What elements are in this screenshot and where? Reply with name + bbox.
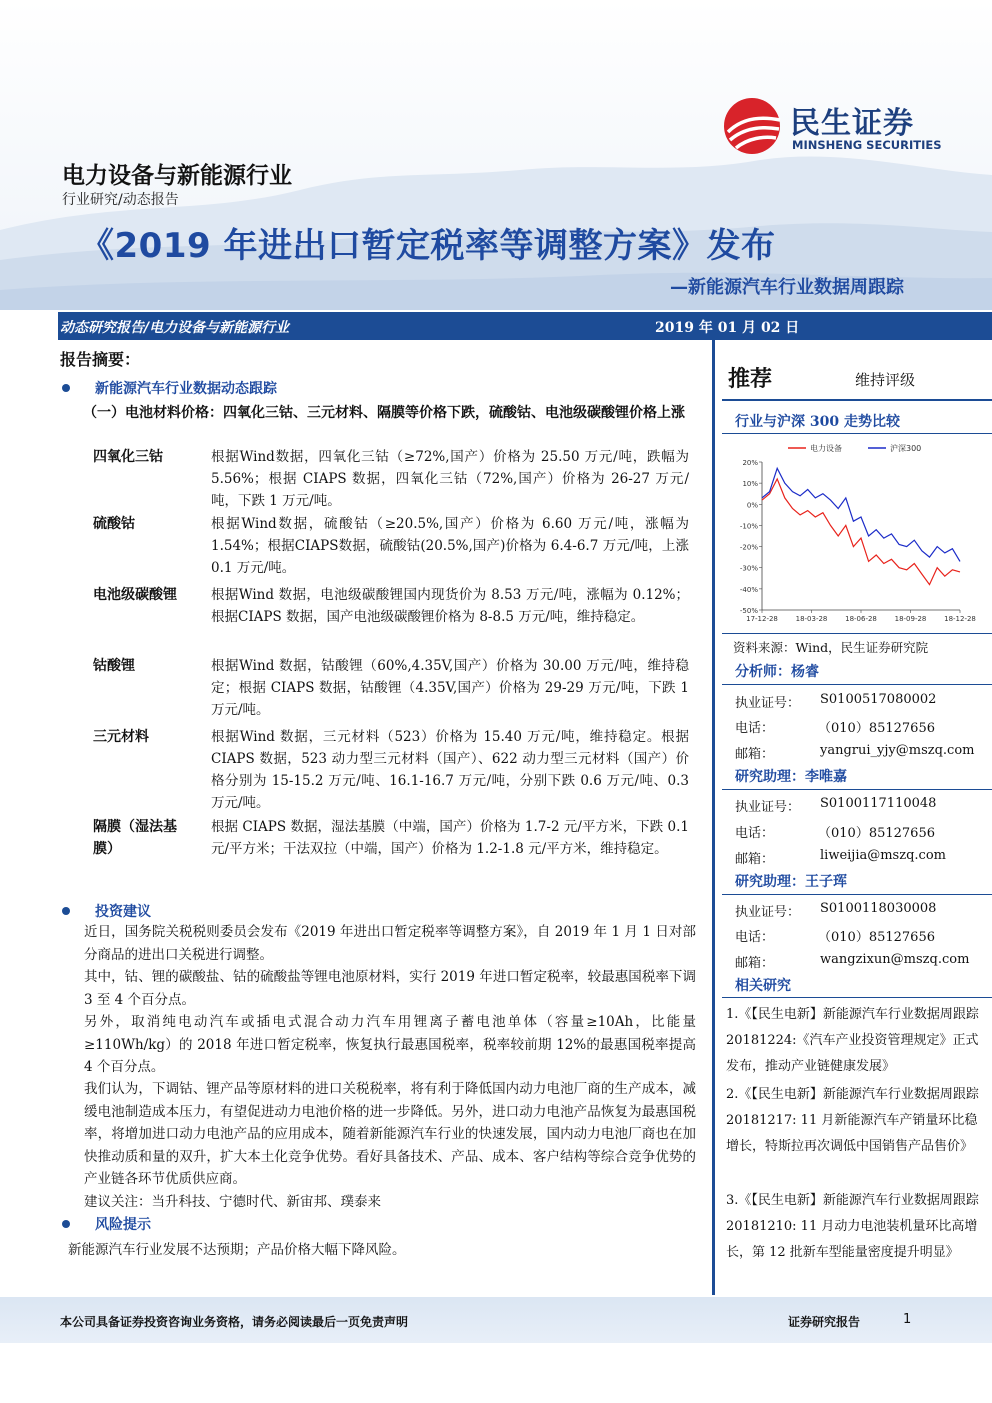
x-tick-label: 18-12-28 [944, 615, 976, 623]
analyst-heading: 分析师：杨睿 [735, 664, 819, 680]
divider [722, 399, 992, 401]
item-text: 根据Wind 数据，电池级碳酸锂国内现货价为 8.53 万元/吨，涨幅为 0.12%；根据CIAPS 数据，国产电池级碳酸锂价格为 8-8.5 万元/吨，维持稳定。 [211, 587, 689, 625]
license-label: 执业证号： [735, 800, 801, 815]
paragraph: 我们认为，下调钴、锂产品等原材料的进口关税税率，将有利于降低国内动力电池厂商的生产成本，减缓电池制造成本压力，有望促进动力电池价格的进一步降低。另外，进口动力电池产品恢复为最惠国税率，将增加进口动力电池产品的应用成本，随着新能源汽车行业的快速发展，国内动力电池厂商也在加快推动质和量的双升，扩大本土化竞争优势。看好具备技术、产品、成本、客户结构等综合竞争优势的产业链各环节优质供应商。 [84, 1081, 696, 1187]
paragraph: 近日，国务院关税税则委员会发布《2019 年进出口暂定税率等调整方案》，自 2019 年 1 月 1 日对部分商品的进出口关税进行调整。 [84, 924, 696, 963]
summary-heading: 报告摘要： [60, 350, 141, 369]
column-divider [712, 340, 715, 1295]
rating-label: 维持评级 [855, 371, 916, 389]
divider [722, 433, 992, 434]
industry-name: 电力设备与新能源行业 [62, 163, 292, 189]
divider [722, 633, 992, 634]
x-tick-label: 18-09-28 [894, 615, 927, 623]
x-tick-label: 18-03-28 [795, 615, 828, 623]
footer-label: 证券研究报告 [788, 1315, 861, 1329]
report-subtitle: —新能源汽车行业数据周跟踪 [670, 277, 904, 298]
report-type: 行业研究/动态报告 [62, 192, 179, 208]
legend-label: 电力设备 [810, 444, 842, 453]
email-address[interactable]: liweijia@mszq.com [820, 848, 946, 863]
item-label: 钴酸锂 [93, 658, 135, 674]
x-tick-label: 17-12-28 [746, 615, 778, 623]
license-label: 执业证号： [735, 696, 801, 711]
report-title: 《2019 年进出口暂定税率等调整方案》发布 [80, 226, 776, 266]
item-text: 根据Wind数据，四氧化三钴（≥72%,国产）价格为 25.50 万元/吨，跌幅为 5.56%；根据 CIAPS 数据，四氧化三钴（72%,国产）价格为 26-27 万元/吨，下跌 1 万元/吨。 [211, 449, 689, 509]
bullet-icon [62, 384, 70, 392]
paragraph: 其中，钴、锂的碳酸盐、钴的硫酸盐等锂电池原材料，实行 2019 年进口暂定税率，较最惠国税率下调 3 至 4 个百分点。 [84, 969, 696, 1008]
y-tick-label: -30% [739, 564, 758, 573]
related-report-link[interactable]: 2.《【民生电新】新能源汽车行业数据周跟踪 20181217: 11 月新能源汽车产销量环比稳增长，特斯拉再次调低中国销售产品售价》 [726, 1087, 979, 1154]
chart-title: 行业与沪深 300 走势比较 [735, 414, 900, 430]
item-label: 三元材料 [93, 729, 149, 745]
phone-label: 电话： [735, 721, 775, 736]
bullet-icon [62, 907, 70, 915]
item-label: 隔膜（湿法基膜） [93, 819, 177, 857]
series-line-hs300 [762, 468, 960, 561]
band-left-gap [0, 312, 58, 340]
item-label: 四氧化三钴 [93, 449, 163, 465]
license-number: S0100517080002 [820, 692, 937, 707]
divider [722, 894, 992, 895]
item-text: 根据Wind 数据，钴酸锂（60%,4.35V,国产）价格为 30.00 万元/吨，维持稳定；根据 CIAPS 数据，钴酸锂（4.35V,国产）价格为 29-29 万元/吨，下跌 1 万元/吨。 [211, 658, 689, 718]
assistant-heading: 研究助理：李唯嘉 [735, 769, 847, 785]
y-tick-label: 0% [746, 501, 758, 510]
footer-disclaimer: 本公司具备证券投资咨询业务资格，请务必阅读最后一页免责声明 [60, 1315, 409, 1329]
related-report-link[interactable]: 3.《【民生电新】新能源汽车行业数据周跟踪 20181210: 11 月动力电池装机量环比高增长，第 12 批新车型能量密度提升明显》 [726, 1193, 979, 1260]
minsheng-logo-icon [722, 96, 784, 156]
related-report-link[interactable]: 1.《【民生电新】新能源汽车行业数据周跟踪 20181224:《汽车产业投资管理规定》正式发布，推动产业链健康发展》 [726, 1007, 979, 1074]
x-tick-label: 18-06-28 [845, 615, 877, 623]
y-tick-label: -10% [739, 522, 758, 531]
report-date: 2019 年 01 月 02 日 [655, 320, 800, 336]
item-text: 根据Wind数据，硫酸钴（≥20.5%,国产）价格为 6.60 万元/吨，涨幅为 1.54%；根据CIAPS数据，硫酸钴(20.5%,国产)价格为 6.4-6.7 万元/吨，上涨 0.1 万元/吨。 [211, 516, 689, 576]
item-text: 根据Wind 数据，三元材料（523）价格为 15.40 万元/吨，维持稳定。根据 CIAPS 数据，523 动力型三元材料（国产）、622 动力型三元材料（国产）价格分别为 15-15.2 万元/吨、16.1-16.7 万元/吨，分别下跌 0.6 万元/吨、0.3 万元/吨。 [211, 729, 689, 811]
phone-label: 电话： [735, 826, 775, 841]
license-label: 执业证号： [735, 905, 801, 920]
item-label: 电池级碳酸锂 [93, 587, 177, 603]
logo-name-cn: 民生证券 [790, 106, 914, 141]
bullet-icon [62, 1220, 70, 1228]
related-heading: 相关研究 [735, 978, 791, 994]
email-address[interactable]: yangrui_yjy@mszq.com [820, 743, 975, 758]
divider [722, 997, 992, 998]
band-category: 动态研究报告/电力设备与新能源行业 [60, 320, 290, 336]
phone-label: 电话： [735, 930, 775, 945]
section-subtitle-prices: （一）电池材料价格：四氧化三钴、三元材料、隔膜等价格下跌，硫酸钴、电池级碳酸锂价格上涨 [83, 405, 685, 421]
y-tick-label: 20% [742, 459, 758, 467]
assistant-heading: 研究助理：王子珲 [735, 874, 847, 890]
series-line-industry [762, 479, 960, 585]
item-text: 根据 CIAPS 数据，湿法基膜（中端，国产）价格为 1.7-2 元/平方米，下跌 0.1 元/平方米；干法双拉（中端，国产）价格为 1.2-1.8 元/平方米，维持稳定。 [211, 819, 689, 857]
license-number: S0100118030008 [820, 901, 937, 916]
email-label: 邮箱： [735, 956, 775, 971]
email-label: 邮箱： [735, 747, 775, 762]
email-address[interactable]: wangzixun@mszq.com [820, 952, 970, 967]
section-title-tracking: 新能源汽车行业数据动态跟踪 [95, 381, 277, 397]
section-title-risk: 风险提示 [95, 1217, 151, 1233]
paragraph: 另外，取消纯电动汽车或插电式混合动力汽车用锂离子蓄电池单体（容量≥10Ah，比能量≥110Wh/kg）的 2018 年进口暂定税率，恢复执行最惠国税率，税率较前期 12%的最惠国税率提高 4 个百分点。 [84, 1014, 696, 1075]
y-tick-label: 10% [742, 480, 758, 489]
phone-number: （010）85127656 [818, 721, 935, 736]
logo-name-en: MINSHENG SECURITIES [792, 138, 942, 152]
risk-text: 新能源汽车行业发展不达预期；产品价格大幅下降风险。 [68, 1242, 406, 1258]
phone-number: （010）85127656 [818, 930, 935, 945]
phone-number: （010）85127656 [818, 826, 935, 841]
paragraph: 建议关注：当升科技、宁德时代、新宙邦、璞泰来 [84, 1194, 381, 1210]
y-tick-label: -20% [739, 543, 758, 552]
y-tick-label: -50% [739, 607, 758, 615]
email-label: 邮箱： [735, 852, 775, 867]
divider [722, 789, 992, 790]
trend-chart [728, 440, 986, 628]
info-band [0, 312, 992, 340]
company-logo [722, 96, 962, 156]
license-number: S0100117110048 [820, 796, 937, 811]
y-tick-label: -40% [739, 585, 758, 594]
item-label: 硫酸钴 [93, 516, 135, 532]
recommend-label: 推荐 [728, 367, 773, 392]
section-title-investment: 投资建议 [95, 904, 151, 920]
legend-label: 沪深300 [890, 444, 922, 453]
page-number: 1 [903, 1312, 912, 1327]
chart-source: 资料来源：Wind，民生证券研究院 [733, 640, 929, 655]
divider [722, 684, 992, 685]
